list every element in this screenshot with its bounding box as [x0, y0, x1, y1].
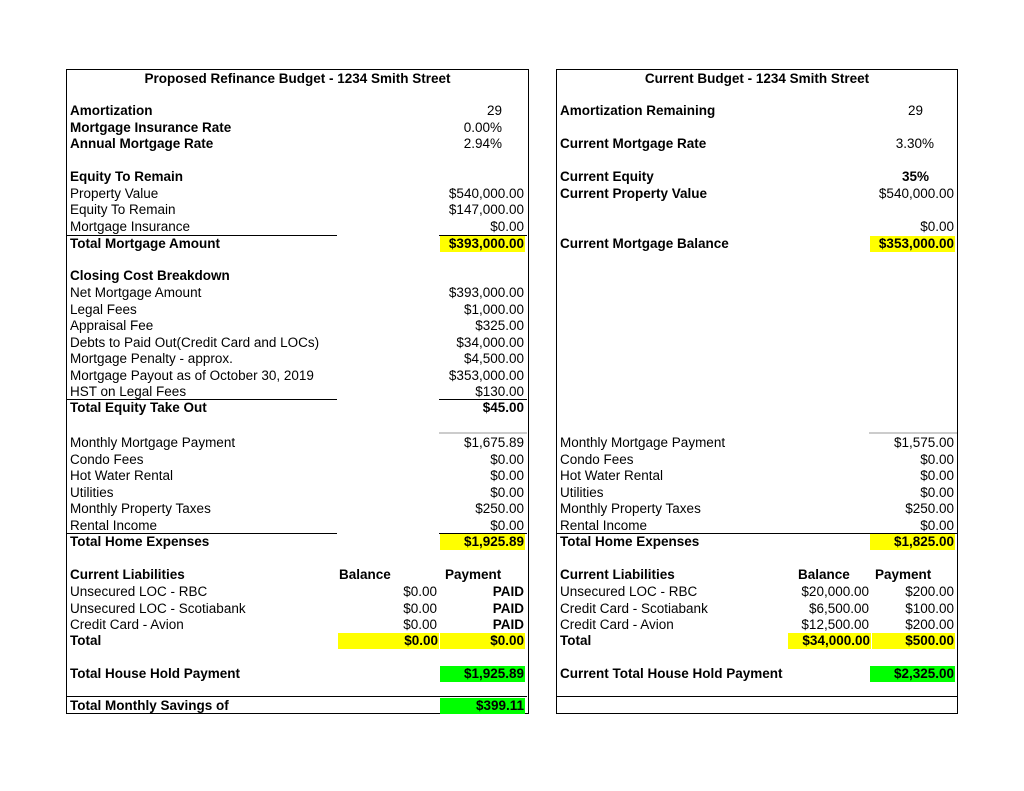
current-expense-item-value: $0.00 [920, 517, 954, 533]
current-expense-item-label: Condo Fees [560, 451, 634, 467]
expense-item-value: $0.00 [490, 468, 524, 483]
payment-header: Payment [445, 567, 502, 582]
closing-cost-item-value: $1,000.00 [463, 301, 524, 317]
mortgage-insurance-rate-value: 0.00% [463, 120, 502, 135]
zero-value: $0.00 [920, 219, 954, 234]
current-property-value-row [557, 186, 957, 202]
liability-item-payment: PAID [492, 600, 524, 616]
current-equity-row [557, 169, 957, 185]
current-liability-item-label: Credit Card - Scotiabank [560, 600, 708, 616]
current-expense-item [557, 435, 957, 451]
household-value: $1,925.89 [440, 666, 525, 682]
liability-item [67, 584, 527, 600]
proposed-budget-panel [66, 69, 529, 714]
savings-label: Total Monthly Savings of [70, 698, 229, 713]
liability-item [67, 617, 527, 633]
liability-item-payment: PAID [492, 617, 524, 632]
closing-cost-item [67, 335, 527, 351]
current-balance-header: Balance [798, 567, 850, 582]
current-expense-item [557, 468, 957, 484]
equity-takeout-label: Total Equity Take Out [70, 400, 207, 415]
current-liability-item-payment: $100.00 [905, 600, 954, 616]
current-liability-item-payment: $200.00 [905, 584, 954, 599]
property-value-label: Property Value [70, 186, 159, 201]
liability-item-label: Unsecured LOC - Scotiabank [70, 600, 246, 616]
current-balance-value: $353,000.00 [870, 236, 955, 252]
divider [557, 696, 957, 697]
total-mortgage-row [67, 236, 527, 252]
closing-cost-item-label: HST on Legal Fees [70, 384, 187, 399]
current-expense-item-value: $250.00 [905, 501, 954, 516]
current-rate-row [557, 136, 957, 152]
property-value-value: $540,000.00 [448, 186, 524, 201]
closing-cost-item-value: $130.00 [475, 384, 524, 399]
liabilities-total-label: Total [70, 633, 102, 648]
current-liabilities-total-label: Total [560, 633, 592, 648]
closing-cost-item [67, 285, 527, 301]
expense-item [67, 435, 527, 451]
current-rate-label: Current Mortgage Rate [560, 136, 707, 151]
current-liabilities-total-row [557, 633, 957, 649]
liability-item [67, 601, 527, 617]
liability-item-payment: PAID [492, 584, 524, 599]
current-budget-panel [556, 69, 958, 714]
equity-label: Equity To Remain [70, 202, 176, 217]
expense-item-value: $0.00 [490, 484, 524, 500]
current-expense-item [557, 518, 957, 534]
closing-cost-item-value: $34,000.00 [456, 334, 524, 350]
current-equity-label: Current Equity [560, 169, 654, 184]
current-expense-item [557, 452, 957, 468]
expense-item [67, 501, 527, 517]
savings-value: $399.11 [440, 698, 525, 714]
equity-takeout-row [67, 400, 527, 416]
mortgage-insurance-value: $0.00 [490, 219, 524, 234]
liabilities-heading: Current Liabilities [70, 567, 185, 582]
current-expense-item-label: Hot Water Rental [560, 468, 664, 483]
liability-item-balance: $0.00 [403, 617, 437, 632]
expense-item [67, 452, 527, 468]
current-budget-title: Current Budget - 1234 Smith Street [644, 71, 870, 86]
total-home-value: $1,925.89 [440, 534, 525, 550]
current-rate-value: 3.30% [895, 136, 934, 151]
current-liability-item-payment: $200.00 [905, 617, 954, 632]
closing-heading-text: Closing Cost Breakdown [70, 268, 230, 283]
current-liabilities-heading: Current Liabilities [560, 567, 675, 582]
savings-row [67, 698, 527, 714]
current-liabilities-total-balance: $34,000.00 [788, 633, 871, 649]
closing-cost-item [67, 351, 527, 367]
closing-cost-item-label: Mortgage Payout as of October 30, 2019 [70, 367, 314, 383]
total-home-label: Total Home Expenses [70, 534, 210, 549]
expense-item [67, 518, 527, 534]
current-expense-item [557, 501, 957, 517]
expense-item [67, 485, 527, 501]
closing-cost-item-label: Net Mortgage Amount [70, 285, 202, 300]
expense-item-value: $250.00 [475, 501, 524, 516]
amortization-row [67, 103, 527, 119]
mortgage-insurance-row [67, 219, 527, 235]
expense-item-label: Condo Fees [70, 451, 144, 467]
liabilities-header-row [67, 567, 527, 583]
household-label: Total House Hold Payment [70, 666, 241, 681]
zero-row [557, 219, 957, 235]
total-mortgage-value: $393,000.00 [440, 236, 525, 252]
closing-cost-item-label: Mortgage Penalty - approx. [70, 351, 233, 366]
liability-item-label: Unsecured LOC - RBC [70, 584, 208, 599]
current-liability-item-label: Credit Card - Avion [560, 617, 674, 632]
current-balance-label: Current Mortgage Balance [560, 236, 729, 251]
total-mortgage-label: Total Mortgage Amount [70, 236, 220, 251]
liabilities-total-payment: $0.00 [440, 633, 525, 649]
current-expense-item-label: Rental Income [560, 517, 648, 533]
property-value-row [67, 186, 527, 202]
mortgage-insurance-label: Mortgage Insurance [70, 219, 191, 234]
proposed-budget-title: Proposed Refinance Budget - 1234 Smith Street [144, 71, 451, 86]
expense-item-label: Hot Water Rental [70, 468, 174, 483]
current-liability-item-balance: $20,000.00 [801, 584, 869, 599]
total-home-row [67, 534, 527, 550]
equity-row [67, 202, 527, 218]
liabilities-total-row [67, 633, 527, 649]
equity-takeout-value: $45.00 [482, 400, 524, 415]
closing-cost-item [67, 318, 527, 334]
amortization-label: Amortization [70, 103, 153, 118]
current-liability-item-balance: $6,500.00 [808, 600, 869, 616]
current-expense-item-value: $0.00 [920, 484, 954, 500]
current-balance-row [557, 236, 957, 252]
expense-item-label: Monthly Mortgage Payment [70, 435, 236, 450]
current-expense-item-label: Utilities [560, 484, 604, 500]
closing-cost-item-value: $393,000.00 [448, 285, 524, 300]
amortization-remaining-label: Amortization Remaining [560, 103, 716, 118]
current-liability-item [557, 601, 957, 617]
expense-item-label: Rental Income [70, 517, 158, 533]
current-expense-item-value: $1,575.00 [893, 435, 954, 450]
current-expense-item-label: Monthly Property Taxes [560, 501, 701, 516]
mortgage-insurance-rate-row [67, 120, 527, 136]
expense-item-label: Utilities [70, 484, 114, 500]
closing-cost-item [67, 302, 527, 318]
divider [439, 432, 527, 434]
current-expense-item-value: $0.00 [920, 468, 954, 483]
amortization-remaining-row [557, 103, 957, 119]
closing-cost-item-value: $4,500.00 [463, 351, 524, 366]
amortization-remaining-value: 29 [907, 103, 923, 118]
closing-cost-item-label: Debts to Paid Out(Credit Card and LOCs) [70, 334, 320, 350]
equity-heading-text: Equity To Remain [70, 169, 184, 184]
current-household-row [557, 666, 957, 682]
current-total-home-label: Total Home Expenses [560, 534, 700, 549]
equity-value: $147,000.00 [448, 202, 524, 217]
current-liability-item-balance: $12,500.00 [801, 617, 869, 632]
current-total-home-row [557, 534, 957, 550]
closing-cost-item-value: $325.00 [475, 318, 524, 333]
liability-item-label: Credit Card - Avion [70, 617, 184, 632]
expense-item-value: $0.00 [490, 517, 524, 533]
current-property-value-label: Current Property Value [560, 186, 708, 201]
annual-rate-value: 2.94% [463, 136, 502, 151]
current-liability-item-label: Unsecured LOC - RBC [560, 584, 698, 599]
current-liability-item [557, 617, 957, 633]
current-liabilities-header-row [557, 567, 957, 583]
liabilities-total-balance: $0.00 [338, 633, 439, 649]
current-expense-item-value: $0.00 [920, 451, 954, 467]
amortization-value: 29 [486, 103, 502, 118]
expense-item [67, 468, 527, 484]
current-household-label: Current Total House Hold Payment [560, 666, 783, 681]
household-row [67, 666, 527, 682]
current-liability-item [557, 584, 957, 600]
balance-header: Balance [339, 567, 391, 582]
current-liabilities-total-payment: $500.00 [872, 633, 955, 649]
closing-cost-item [67, 384, 527, 400]
closing-cost-item-label: Appraisal Fee [70, 318, 154, 333]
expense-item-value: $1,675.89 [463, 435, 524, 450]
current-payment-header: Payment [875, 567, 932, 582]
current-expense-item-label: Monthly Mortgage Payment [560, 435, 726, 450]
current-household-value: $2,325.00 [870, 666, 955, 682]
annual-rate-row [67, 136, 527, 152]
liability-item-balance: $0.00 [403, 584, 437, 599]
expense-item-value: $0.00 [490, 451, 524, 467]
current-expense-item [557, 485, 957, 501]
expense-item-label: Monthly Property Taxes [70, 501, 211, 516]
current-property-value-value: $540,000.00 [878, 186, 954, 201]
closing-cost-item-label: Legal Fees [70, 301, 137, 317]
mortgage-insurance-rate-label: Mortgage Insurance Rate [70, 120, 232, 135]
annual-rate-label: Annual Mortgage Rate [70, 136, 214, 151]
divider [869, 432, 957, 434]
closing-cost-item-value: $353,000.00 [448, 367, 524, 383]
divider [67, 696, 527, 697]
current-equity-value: 35% [901, 169, 929, 184]
liability-item-balance: $0.00 [403, 600, 437, 616]
closing-cost-item [67, 368, 527, 384]
current-total-home-value: $1,825.00 [870, 534, 955, 550]
